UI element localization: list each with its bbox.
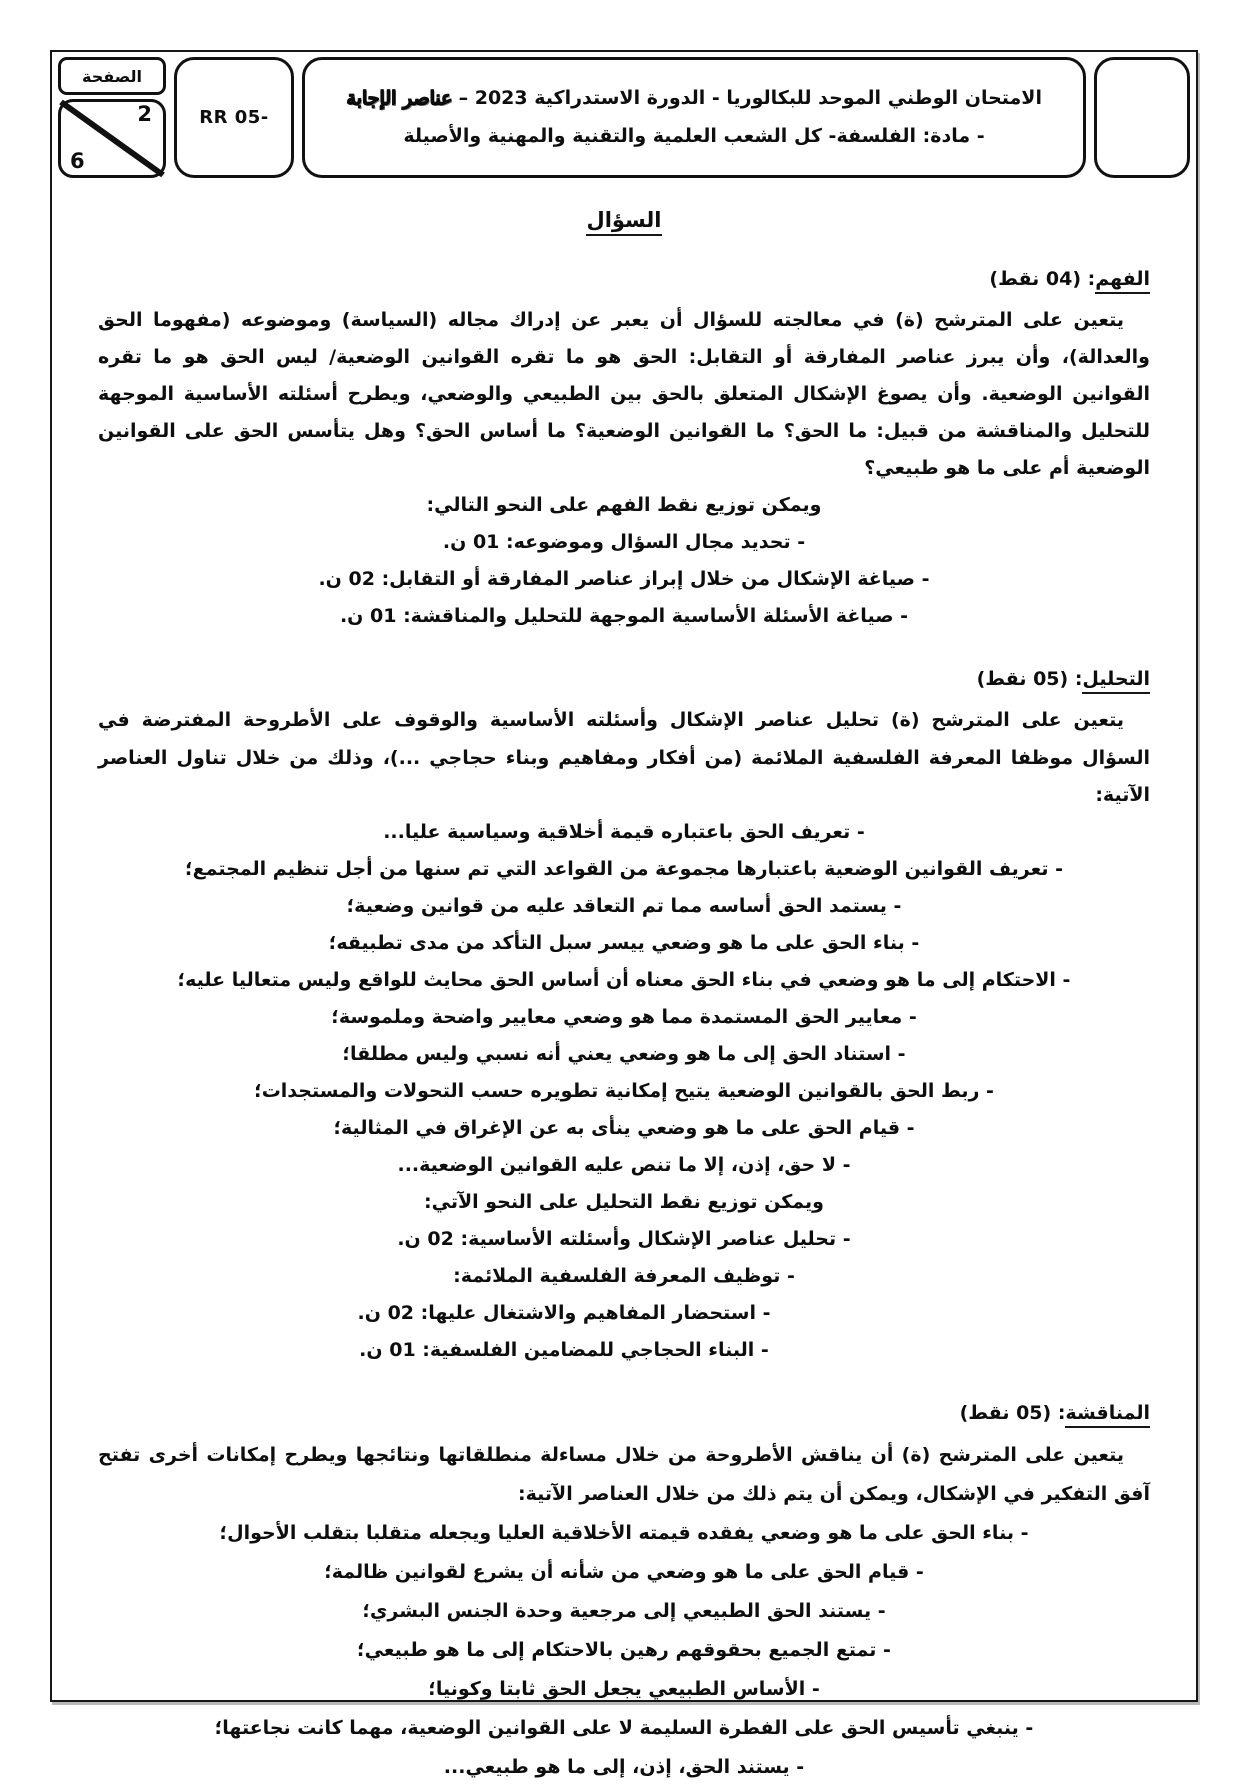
- list-subitem: - البناء الحجاجي للمضامين الفلسفية: 01 ن.: [359, 1339, 769, 1362]
- list-item: - تعريف الحق باعتباره قيمة أخلاقية وسياسية عليا...: [383, 820, 865, 843]
- page-current: 2: [137, 102, 152, 126]
- list-item: - قيام الحق على ما هو وضعي ينأى به عن الإغراق في المثالية؛: [333, 1116, 915, 1139]
- section-heading-analysis: [98, 661, 1150, 698]
- list-item: - تعريف القوانين الوضعية باعتبارها مجموعة من القواعد التي تم سنها من أجل تنظيم المجتمع؛: [185, 857, 1063, 880]
- list-item: - الاحتكام إلى ما هو وضعي في بناء الحق معناه أن أساس الحق محايث للواقع وليس متعاليا عليه؛: [177, 968, 1071, 991]
- list-item: - يستند الحق، إذن، إلى ما هو طبيعي...: [443, 1755, 805, 1778]
- list-item: - معايير الحق المستمدة مما هو وضعي معايير واضحة وملموسة؛: [331, 1005, 917, 1028]
- list-item: - بناء الحق على ما هو وضعي ييسر سبل التأكد من مدى تطبيقه؛: [328, 931, 920, 954]
- list-item: - يستمد الحق أساسه مما تم التعاقد عليه من قوانين وضعية؛: [346, 894, 902, 917]
- list-item: - تحديد مجال السؤال وموضوعه: 01 ن.: [442, 531, 806, 554]
- page-label: الصفحة: [58, 57, 166, 95]
- comprehension-distribution-intro: ويمكن توزيع نقط الفهم على النحو التالي:: [426, 494, 822, 517]
- list-subitem: - استحضار المفاهيم والاشتغال عليها: 02 ن.: [357, 1302, 771, 1325]
- exam-title-line1-main: الامتحان الوطني الموحد للبكالوريا - الدورة الاستدراكية 2023 –: [452, 87, 1042, 110]
- header: [58, 57, 1190, 178]
- document-title: [98, 200, 1150, 241]
- answer-key-content: [52, 200, 1196, 1787]
- page-fraction-box: [58, 99, 166, 178]
- discussion-paragraph: يتعين على المترشح (ة) أن يناقش الأطروحة من خلال مساءلة منطلقاتها ونتائجها ويطرح إمكانات أخرى تفتح آفق التفكير في الإشكال، ويمكن أن يتم ذلك من خلال العناصر الآتية:: [98, 1444, 1150, 1506]
- exam-code-box: RR 05-: [174, 57, 294, 178]
- analysis-distribution-intro: ويمكن توزيع نقط التحليل على النحو الآتي:: [424, 1191, 824, 1214]
- list-item: - صياغة الأسئلة الأساسية الموجهة للتحليل والمناقشة: 01 ن.: [339, 605, 909, 628]
- page-total: 6: [70, 149, 85, 173]
- page-number-box: [58, 57, 166, 178]
- list-item: - لا حق، إذن، إلا ما تنص عليه القوانين الوضعية...: [397, 1154, 851, 1177]
- page-frame: [50, 50, 1198, 1778]
- list-item: - بناء الحق على ما هو وضعي يفقده قيمته الأخلاقية العليا ويجعله متقلبا بتقلب الأحوال؛: [219, 1522, 1029, 1545]
- list-item: - تحليل عناصر الإشكال وأسئلته الأساسية: 02 ن.: [397, 1228, 851, 1251]
- answer-elements-ornate-text: عناصر الإجابة: [346, 87, 452, 110]
- exam-title-line2: - مادة: الفلسفة- كل الشعب العلمية والتقنية والمهنية والأصيلة: [403, 124, 985, 147]
- emblem-box: [1094, 57, 1190, 178]
- section-points: : (04 نقط): [989, 267, 1096, 290]
- section-heading-discussion: [98, 1395, 1150, 1432]
- section-heading-comprehension: [98, 261, 1150, 298]
- comprehension-paragraph: يتعين على المترشح (ة) في معالجته للسؤال أن يعبر عن إدراك مجاله (السياسة) وموضوعه (مفهوما الحق والعدالة)، وأن يبرز عناصر المفارقة أو التقابل: الحق هو ما تقره القوانين الوضعية/ ليس الحق هو ما تقره القوانين الوضعية. وأن يصوغ الإشكال المتعلق بالحق بين الطبيعي والوضعي، ويطرح أسئلته الأساسية الموجهة للتحليل والمناقشة من قبيل: ما الحق؟ ما القوانين الوضعية؟ ما أساس الحق؟ وهل يتأسس الحق على القوانين الوضعية أم على ما هو طبيعي؟: [98, 308, 1150, 480]
- exam-title-line1: [323, 80, 1065, 117]
- exam-title-box: [302, 57, 1086, 178]
- list-item: - تمتع الجميع بحقوقهم رهين بالاحتكام إلى ما هو طبيعي؛: [357, 1639, 891, 1662]
- list-item: - قيام الحق على ما هو وضعي من شأنه أن يشرع لقوانين ظالمة؛: [324, 1561, 924, 1584]
- list-item: - استناد الحق إلى ما هو وضعي يعني أنه نسبي وليس مطلقا؛: [342, 1042, 906, 1065]
- list-item: - ينبغي تأسيس الحق على الفطرة السليمة لا على القوانين الوضعية، مهما كانت نجاعتها؛: [214, 1716, 1034, 1739]
- list-item: - يستند الحق الطبيعي إلى مرجعية وحدة الجنس البشري؛: [362, 1600, 886, 1623]
- list-item: - ربط الحق بالقوانين الوضعية يتيح إمكانية تطويره حسب التحولات والمستجدات؛: [254, 1079, 994, 1102]
- list-item: - صياغة الإشكال من خلال إبراز عناصر المفارقة أو التقابل: 02 ن.: [318, 568, 930, 591]
- document-title-text: السؤال: [586, 208, 661, 236]
- analysis-paragraph: يتعين على المترشح (ة) تحليل عناصر الإشكال وأسئلته الأساسية والوقوف على الأطروحة المفترضة في السؤال موظفا المعرفة الفلسفية الملائمة (من أفكار ومفاهيم وبناء حجاجي ...)، وذلك من خلال تناول العناصر الآتية:: [98, 709, 1150, 806]
- section-word: المناقشة: [1065, 1402, 1150, 1428]
- section-points: : (05 نقط): [976, 668, 1083, 691]
- section-points: : (05 نقط): [959, 1402, 1066, 1425]
- list-item: - الأساس الطبيعي يجعل الحق ثابتا وكونيا؛: [428, 1677, 820, 1700]
- section-word: التحليل: [1082, 668, 1150, 694]
- section-word: الفهم: [1095, 268, 1150, 294]
- list-item: - توظيف المعرفة الفلسفية الملائمة:: [453, 1265, 795, 1288]
